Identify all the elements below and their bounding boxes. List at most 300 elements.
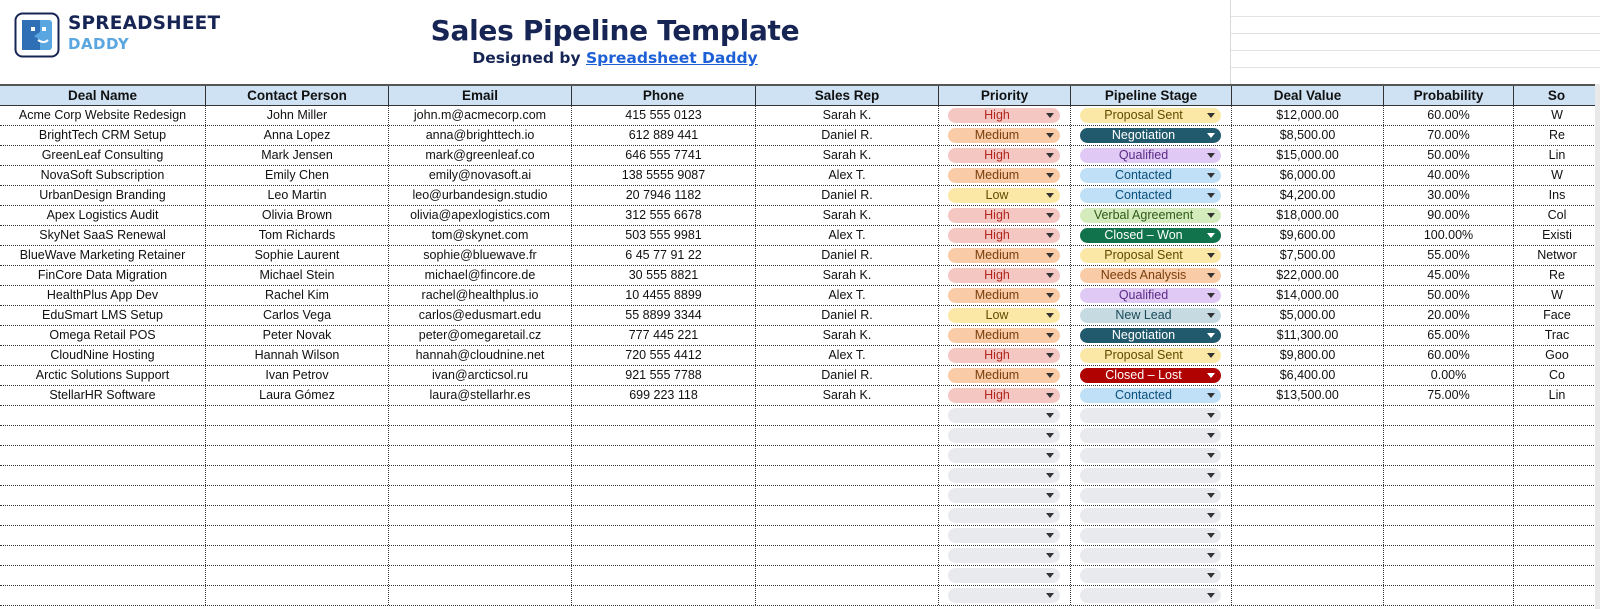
cell-phone[interactable]: 10 4455 8899 xyxy=(572,286,756,305)
cell-rep[interactable]: Daniel R. xyxy=(756,246,939,265)
cell-deal[interactable] xyxy=(0,426,206,445)
cell-value[interactable]: $7,500.00 xyxy=(1232,246,1384,265)
cell-rep[interactable]: Alex T. xyxy=(756,346,939,365)
column-header-phone[interactable]: Phone xyxy=(572,86,756,106)
cell-deal[interactable]: StellarHR Software xyxy=(0,386,206,405)
cell-prob[interactable] xyxy=(1384,426,1514,445)
cell-rep[interactable]: Sarah K. xyxy=(756,266,939,285)
cell-prob[interactable]: 60.00% xyxy=(1384,106,1514,125)
table-row[interactable] xyxy=(0,386,1600,406)
empty-table-row[interactable] xyxy=(0,486,1600,506)
cell-rep[interactable] xyxy=(756,566,939,585)
stage-dropdown[interactable] xyxy=(1080,568,1221,583)
cell-deal[interactable]: CloudNine Hosting xyxy=(0,346,206,365)
chevron-down-icon[interactable] xyxy=(1207,473,1215,478)
chevron-down-icon[interactable] xyxy=(1046,353,1054,358)
cell-contact[interactable]: Sophie Laurent xyxy=(206,246,389,265)
cell-email[interactable] xyxy=(389,426,572,445)
cell-value[interactable] xyxy=(1232,486,1384,505)
chevron-down-icon[interactable] xyxy=(1046,153,1054,158)
cell-so[interactable] xyxy=(1514,406,1600,425)
priority-dropdown[interactable] xyxy=(948,408,1060,423)
stage-dropdown[interactable] xyxy=(1080,488,1221,503)
priority-dropdown[interactable] xyxy=(948,168,1060,183)
table-row[interactable] xyxy=(0,226,1600,246)
cell-prob[interactable]: 100.00% xyxy=(1384,226,1514,245)
cell-prob[interactable]: 75.00% xyxy=(1384,386,1514,405)
chevron-down-icon[interactable] xyxy=(1207,493,1215,498)
cell-email[interactable]: rachel@healthplus.io xyxy=(389,286,572,305)
cell-rep[interactable] xyxy=(756,426,939,445)
cell-value[interactable]: $8,500.00 xyxy=(1232,126,1384,145)
chevron-down-icon[interactable] xyxy=(1207,573,1215,578)
cell-contact[interactable]: Hannah Wilson xyxy=(206,346,389,365)
priority-dropdown[interactable] xyxy=(948,288,1060,303)
spreadsheet-daddy-link[interactable]: Spreadsheet Daddy xyxy=(585,49,758,67)
cell-deal[interactable]: Apex Logistics Audit xyxy=(0,206,206,225)
stage-dropdown[interactable] xyxy=(1080,308,1221,323)
cell-deal[interactable]: BrightTech CRM Setup xyxy=(0,126,206,145)
priority-dropdown[interactable] xyxy=(948,148,1060,163)
chevron-down-icon[interactable] xyxy=(1046,253,1054,258)
cell-email[interactable] xyxy=(389,406,572,425)
cell-contact[interactable]: Tom Richards xyxy=(206,226,389,245)
chevron-down-icon[interactable] xyxy=(1046,273,1054,278)
cell-so[interactable]: Lin xyxy=(1548,388,1566,402)
chevron-down-icon[interactable] xyxy=(1207,153,1215,158)
priority-dropdown[interactable] xyxy=(948,468,1060,483)
table-row[interactable] xyxy=(0,306,1600,326)
stage-dropdown[interactable] xyxy=(1080,228,1221,243)
cell-prob[interactable] xyxy=(1384,566,1514,585)
cell-rep[interactable]: Sarah K. xyxy=(756,386,939,405)
table-row[interactable] xyxy=(0,166,1600,186)
table-row[interactable] xyxy=(0,366,1600,386)
priority-dropdown[interactable] xyxy=(948,548,1060,563)
cell-deal[interactable]: GreenLeaf Consulting xyxy=(0,146,206,165)
empty-table-row[interactable] xyxy=(0,466,1600,486)
cell-so[interactable]: Co xyxy=(1549,368,1565,382)
cell-contact[interactable] xyxy=(206,466,389,485)
stage-dropdown[interactable] xyxy=(1080,208,1221,223)
chevron-down-icon[interactable] xyxy=(1207,253,1215,258)
cell-value[interactable] xyxy=(1232,526,1384,545)
stage-dropdown[interactable] xyxy=(1080,408,1221,423)
chevron-down-icon[interactable] xyxy=(1207,173,1215,178)
cell-so[interactable] xyxy=(1514,446,1600,465)
chevron-down-icon[interactable] xyxy=(1207,193,1215,198)
cell-email[interactable] xyxy=(389,526,572,545)
cell-prob[interactable] xyxy=(1384,406,1514,425)
cell-contact[interactable]: Laura Gómez xyxy=(206,386,389,405)
cell-so[interactable]: Goo xyxy=(1545,348,1569,362)
chevron-down-icon[interactable] xyxy=(1046,473,1054,478)
chevron-down-icon[interactable] xyxy=(1207,353,1215,358)
cell-prob[interactable]: 60.00% xyxy=(1384,346,1514,365)
cell-contact[interactable]: Carlos Vega xyxy=(206,306,389,325)
cell-email[interactable]: emily@novasoft.ai xyxy=(389,166,572,185)
priority-dropdown[interactable] xyxy=(948,568,1060,583)
priority-dropdown[interactable] xyxy=(948,448,1060,463)
column-header-value[interactable]: Deal Value xyxy=(1232,86,1384,106)
cell-email[interactable] xyxy=(389,506,572,525)
cell-phone[interactable] xyxy=(572,566,756,585)
cell-value[interactable]: $22,000.00 xyxy=(1232,266,1384,285)
stage-dropdown[interactable] xyxy=(1080,428,1221,443)
chevron-down-icon[interactable] xyxy=(1046,453,1054,458)
chevron-down-icon[interactable] xyxy=(1046,553,1054,558)
cell-prob[interactable]: 70.00% xyxy=(1384,126,1514,145)
empty-table-row[interactable] xyxy=(0,586,1600,606)
chevron-down-icon[interactable] xyxy=(1046,593,1054,598)
cell-value[interactable]: $12,000.00 xyxy=(1232,106,1384,125)
empty-table-row[interactable] xyxy=(0,566,1600,586)
cell-phone[interactable]: 699 223 118 xyxy=(572,386,756,405)
cell-deal[interactable] xyxy=(0,566,206,585)
cell-email[interactable]: michael@fincore.de xyxy=(389,266,572,285)
chevron-down-icon[interactable] xyxy=(1046,533,1054,538)
chevron-down-icon[interactable] xyxy=(1207,273,1215,278)
cell-phone[interactable] xyxy=(572,526,756,545)
cell-rep[interactable] xyxy=(756,466,939,485)
cell-value[interactable] xyxy=(1232,586,1384,605)
cell-contact[interactable]: Ivan Petrov xyxy=(206,366,389,385)
cell-deal[interactable] xyxy=(0,466,206,485)
cell-deal[interactable]: Arctic Solutions Support xyxy=(0,366,206,385)
priority-dropdown[interactable] xyxy=(948,228,1060,243)
chevron-down-icon[interactable] xyxy=(1207,453,1215,458)
cell-contact[interactable]: Michael Stein xyxy=(206,266,389,285)
table-row[interactable] xyxy=(0,346,1600,366)
chevron-down-icon[interactable] xyxy=(1046,513,1054,518)
cell-so[interactable] xyxy=(1514,466,1600,485)
cell-email[interactable]: tom@skynet.com xyxy=(389,226,572,245)
stage-dropdown[interactable] xyxy=(1080,368,1221,383)
chevron-down-icon[interactable] xyxy=(1046,213,1054,218)
cell-prob[interactable]: 65.00% xyxy=(1384,326,1514,345)
stage-dropdown[interactable] xyxy=(1080,348,1221,363)
empty-table-row[interactable] xyxy=(0,526,1600,546)
cell-phone[interactable]: 312 555 6678 xyxy=(572,206,756,225)
cell-prob[interactable]: 55.00% xyxy=(1384,246,1514,265)
chevron-down-icon[interactable] xyxy=(1207,233,1215,238)
cell-deal[interactable] xyxy=(0,506,206,525)
cell-deal[interactable]: Omega Retail POS xyxy=(0,326,206,345)
cell-phone[interactable] xyxy=(572,426,756,445)
column-header-email[interactable]: Email xyxy=(389,86,572,106)
empty-table-row[interactable] xyxy=(0,406,1600,426)
cell-phone[interactable]: 55 8899 3344 xyxy=(572,306,756,325)
column-header-rep[interactable]: Sales Rep xyxy=(756,86,939,106)
table-row[interactable] xyxy=(0,246,1600,266)
cell-rep[interactable] xyxy=(756,586,939,605)
cell-deal[interactable]: EduSmart LMS Setup xyxy=(0,306,206,325)
cell-deal[interactable] xyxy=(0,546,206,565)
cell-contact[interactable] xyxy=(206,506,389,525)
cell-phone[interactable]: 6 45 77 91 22 xyxy=(572,246,756,265)
chevron-down-icon[interactable] xyxy=(1046,493,1054,498)
stage-dropdown[interactable] xyxy=(1080,328,1221,343)
empty-table-row[interactable] xyxy=(0,546,1600,566)
cell-phone[interactable]: 646 555 7741 xyxy=(572,146,756,165)
table-row[interactable] xyxy=(0,286,1600,306)
cell-email[interactable]: anna@brighttech.io xyxy=(389,126,572,145)
cell-rep[interactable] xyxy=(756,526,939,545)
cell-value[interactable]: $9,600.00 xyxy=(1232,226,1384,245)
vertical-scrollbar[interactable] xyxy=(1595,84,1600,609)
chevron-down-icon[interactable] xyxy=(1046,313,1054,318)
cell-deal[interactable] xyxy=(0,586,206,605)
priority-dropdown[interactable] xyxy=(948,588,1060,603)
cell-email[interactable]: olivia@apexlogistics.com xyxy=(389,206,572,225)
cell-so[interactable]: Re xyxy=(1549,128,1565,142)
chevron-down-icon[interactable] xyxy=(1046,433,1054,438)
cell-deal[interactable] xyxy=(0,486,206,505)
stage-dropdown[interactable] xyxy=(1080,588,1221,603)
cell-so[interactable] xyxy=(1514,566,1600,585)
stage-dropdown[interactable] xyxy=(1080,288,1221,303)
cell-contact[interactable] xyxy=(206,546,389,565)
cell-contact[interactable]: Mark Jensen xyxy=(206,146,389,165)
cell-prob[interactable] xyxy=(1384,446,1514,465)
cell-contact[interactable]: Emily Chen xyxy=(206,166,389,185)
cell-prob[interactable] xyxy=(1384,506,1514,525)
chevron-down-icon[interactable] xyxy=(1207,593,1215,598)
cell-prob[interactable]: 0.00% xyxy=(1384,366,1514,385)
cell-rep[interactable]: Daniel R. xyxy=(756,306,939,325)
priority-dropdown[interactable] xyxy=(948,308,1060,323)
chevron-down-icon[interactable] xyxy=(1046,173,1054,178)
cell-contact[interactable]: Rachel Kim xyxy=(206,286,389,305)
cell-rep[interactable]: Sarah K. xyxy=(756,106,939,125)
cell-email[interactable] xyxy=(389,446,572,465)
cell-phone[interactable] xyxy=(572,586,756,605)
cell-value[interactable] xyxy=(1232,446,1384,465)
empty-table-row[interactable] xyxy=(0,446,1600,466)
priority-dropdown[interactable] xyxy=(948,328,1060,343)
priority-dropdown[interactable] xyxy=(948,368,1060,383)
priority-dropdown[interactable] xyxy=(948,108,1060,123)
priority-dropdown[interactable] xyxy=(948,248,1060,263)
cell-value[interactable] xyxy=(1232,566,1384,585)
cell-prob[interactable]: 30.00% xyxy=(1384,186,1514,205)
cell-value[interactable]: $13,500.00 xyxy=(1232,386,1384,405)
cell-value[interactable] xyxy=(1232,506,1384,525)
cell-so[interactable]: Col xyxy=(1547,208,1567,222)
table-row[interactable] xyxy=(0,126,1600,146)
priority-dropdown[interactable] xyxy=(948,208,1060,223)
chevron-down-icon[interactable] xyxy=(1207,413,1215,418)
cell-so[interactable]: W xyxy=(1551,168,1563,182)
chevron-down-icon[interactable] xyxy=(1207,333,1215,338)
chevron-down-icon[interactable] xyxy=(1207,313,1215,318)
chevron-down-icon[interactable] xyxy=(1207,373,1215,378)
cell-email[interactable] xyxy=(389,586,572,605)
cell-rep[interactable] xyxy=(756,506,939,525)
cell-so[interactable]: Trac xyxy=(1544,328,1570,342)
priority-dropdown[interactable] xyxy=(948,488,1060,503)
cell-so[interactable]: W xyxy=(1551,108,1563,122)
cell-phone[interactable] xyxy=(572,506,756,525)
cell-email[interactable]: carlos@edusmart.edu xyxy=(389,306,572,325)
cell-so[interactable]: Re xyxy=(1549,268,1565,282)
cell-contact[interactable] xyxy=(206,446,389,465)
table-row[interactable] xyxy=(0,186,1600,206)
stage-dropdown[interactable] xyxy=(1080,148,1221,163)
cell-email[interactable]: peter@omegaretail.cz xyxy=(389,326,572,345)
chevron-down-icon[interactable] xyxy=(1207,553,1215,558)
cell-rep[interactable]: Alex T. xyxy=(756,286,939,305)
cell-email[interactable]: hannah@cloudnine.net xyxy=(389,346,572,365)
cell-so[interactable] xyxy=(1514,526,1600,545)
cell-phone[interactable]: 720 555 4412 xyxy=(572,346,756,365)
chevron-down-icon[interactable] xyxy=(1046,133,1054,138)
stage-dropdown[interactable] xyxy=(1080,468,1221,483)
cell-prob[interactable]: 45.00% xyxy=(1384,266,1514,285)
cell-phone[interactable]: 20 7946 1182 xyxy=(572,186,756,205)
cell-phone[interactable]: 777 445 221 xyxy=(572,326,756,345)
stage-dropdown[interactable] xyxy=(1080,548,1221,563)
cell-email[interactable]: john.m@acmecorp.com xyxy=(389,106,572,125)
cell-prob[interactable]: 20.00% xyxy=(1384,306,1514,325)
cell-value[interactable]: $15,000.00 xyxy=(1232,146,1384,165)
priority-dropdown[interactable] xyxy=(948,188,1060,203)
cell-prob[interactable]: 90.00% xyxy=(1384,206,1514,225)
cell-contact[interactable]: Olivia Brown xyxy=(206,206,389,225)
cell-rep[interactable]: Sarah K. xyxy=(756,206,939,225)
chevron-down-icon[interactable] xyxy=(1046,293,1054,298)
column-header-so[interactable]: So xyxy=(1514,86,1600,106)
stage-dropdown[interactable] xyxy=(1080,268,1221,283)
cell-deal[interactable]: NovaSoft Subscription xyxy=(0,166,206,185)
table-row[interactable] xyxy=(0,266,1600,286)
column-header-priority[interactable]: Priority xyxy=(939,86,1071,106)
cell-rep[interactable]: Sarah K. xyxy=(756,146,939,165)
chevron-down-icon[interactable] xyxy=(1046,113,1054,118)
cell-deal[interactable]: Acme Corp Website Redesign xyxy=(0,106,206,125)
cell-email[interactable] xyxy=(389,486,572,505)
stage-dropdown[interactable] xyxy=(1080,168,1221,183)
stage-dropdown[interactable] xyxy=(1080,248,1221,263)
cell-value[interactable]: $6,000.00 xyxy=(1232,166,1384,185)
chevron-down-icon[interactable] xyxy=(1207,433,1215,438)
cell-rep[interactable] xyxy=(756,446,939,465)
cell-so[interactable]: Face xyxy=(1543,308,1571,322)
cell-contact[interactable]: Leo Martin xyxy=(206,186,389,205)
cell-phone[interactable] xyxy=(572,466,756,485)
cell-so[interactable] xyxy=(1514,486,1600,505)
priority-dropdown[interactable] xyxy=(948,428,1060,443)
cell-email[interactable]: ivan@arcticsol.ru xyxy=(389,366,572,385)
cell-email[interactable]: laura@stellarhr.es xyxy=(389,386,572,405)
cell-prob[interactable] xyxy=(1384,466,1514,485)
cell-email[interactable]: mark@greenleaf.co xyxy=(389,146,572,165)
cell-rep[interactable]: Alex T. xyxy=(756,226,939,245)
cell-deal[interactable]: HealthPlus App Dev xyxy=(0,286,206,305)
cell-so[interactable] xyxy=(1514,586,1600,605)
priority-dropdown[interactable] xyxy=(948,388,1060,403)
cell-so[interactable] xyxy=(1514,426,1600,445)
cell-deal[interactable]: BlueWave Marketing Retainer xyxy=(0,246,206,265)
cell-value[interactable] xyxy=(1232,546,1384,565)
stage-dropdown[interactable] xyxy=(1080,448,1221,463)
cell-value[interactable] xyxy=(1232,406,1384,425)
priority-dropdown[interactable] xyxy=(948,348,1060,363)
table-row[interactable] xyxy=(0,326,1600,346)
cell-so[interactable] xyxy=(1514,546,1600,565)
cell-deal[interactable]: SkyNet SaaS Renewal xyxy=(0,226,206,245)
cell-value[interactable] xyxy=(1232,426,1384,445)
table-row[interactable] xyxy=(0,146,1600,166)
cell-rep[interactable]: Sarah K. xyxy=(756,326,939,345)
stage-dropdown[interactable] xyxy=(1080,388,1221,403)
chevron-down-icon[interactable] xyxy=(1207,213,1215,218)
empty-table-row[interactable] xyxy=(0,426,1600,446)
priority-dropdown[interactable] xyxy=(948,268,1060,283)
chevron-down-icon[interactable] xyxy=(1207,133,1215,138)
column-header-contact[interactable]: Contact Person xyxy=(206,86,389,106)
cell-contact[interactable] xyxy=(206,566,389,585)
stage-dropdown[interactable] xyxy=(1080,188,1221,203)
cell-so[interactable]: W xyxy=(1551,288,1563,302)
column-header-deal[interactable]: Deal Name xyxy=(0,86,206,106)
chevron-down-icon[interactable] xyxy=(1046,393,1054,398)
cell-phone[interactable]: 612 889 441 xyxy=(572,126,756,145)
cell-contact[interactable] xyxy=(206,426,389,445)
cell-deal[interactable] xyxy=(0,446,206,465)
chevron-down-icon[interactable] xyxy=(1207,293,1215,298)
stage-dropdown[interactable] xyxy=(1080,508,1221,523)
cell-contact[interactable]: Peter Novak xyxy=(206,326,389,345)
column-header-prob[interactable]: Probability xyxy=(1384,86,1514,106)
chevron-down-icon[interactable] xyxy=(1207,513,1215,518)
chevron-down-icon[interactable] xyxy=(1207,393,1215,398)
cell-phone[interactable]: 415 555 0123 xyxy=(572,106,756,125)
cell-phone[interactable] xyxy=(572,486,756,505)
cell-phone[interactable]: 503 555 9981 xyxy=(572,226,756,245)
cell-prob[interactable] xyxy=(1384,586,1514,605)
stage-dropdown[interactable] xyxy=(1080,128,1221,143)
chevron-down-icon[interactable] xyxy=(1207,533,1215,538)
cell-value[interactable]: $6,400.00 xyxy=(1232,366,1384,385)
cell-phone[interactable] xyxy=(572,406,756,425)
cell-value[interactable]: $4,200.00 xyxy=(1232,186,1384,205)
cell-phone[interactable] xyxy=(572,446,756,465)
chevron-down-icon[interactable] xyxy=(1046,333,1054,338)
chevron-down-icon[interactable] xyxy=(1046,573,1054,578)
cell-contact[interactable] xyxy=(206,406,389,425)
cell-so[interactable]: Ins xyxy=(1548,188,1566,202)
cell-phone[interactable] xyxy=(572,546,756,565)
cell-contact[interactable]: Anna Lopez xyxy=(206,126,389,145)
chevron-down-icon[interactable] xyxy=(1046,373,1054,378)
cell-prob[interactable]: 40.00% xyxy=(1384,166,1514,185)
cell-email[interactable] xyxy=(389,566,572,585)
cell-phone[interactable]: 138 5555 9087 xyxy=(572,166,756,185)
cell-deal[interactable]: UrbanDesign Branding xyxy=(0,186,206,205)
cell-value[interactable]: $14,000.00 xyxy=(1232,286,1384,305)
cell-value[interactable]: $5,000.00 xyxy=(1232,306,1384,325)
cell-deal[interactable] xyxy=(0,526,206,545)
cell-deal[interactable]: FinCore Data Migration xyxy=(0,266,206,285)
cell-rep[interactable]: Alex T. xyxy=(756,166,939,185)
cell-prob[interactable]: 50.00% xyxy=(1384,146,1514,165)
stage-dropdown[interactable] xyxy=(1080,108,1221,123)
priority-dropdown[interactable] xyxy=(948,128,1060,143)
cell-value[interactable] xyxy=(1232,466,1384,485)
table-row[interactable] xyxy=(0,106,1600,126)
chevron-down-icon[interactable] xyxy=(1046,233,1054,238)
